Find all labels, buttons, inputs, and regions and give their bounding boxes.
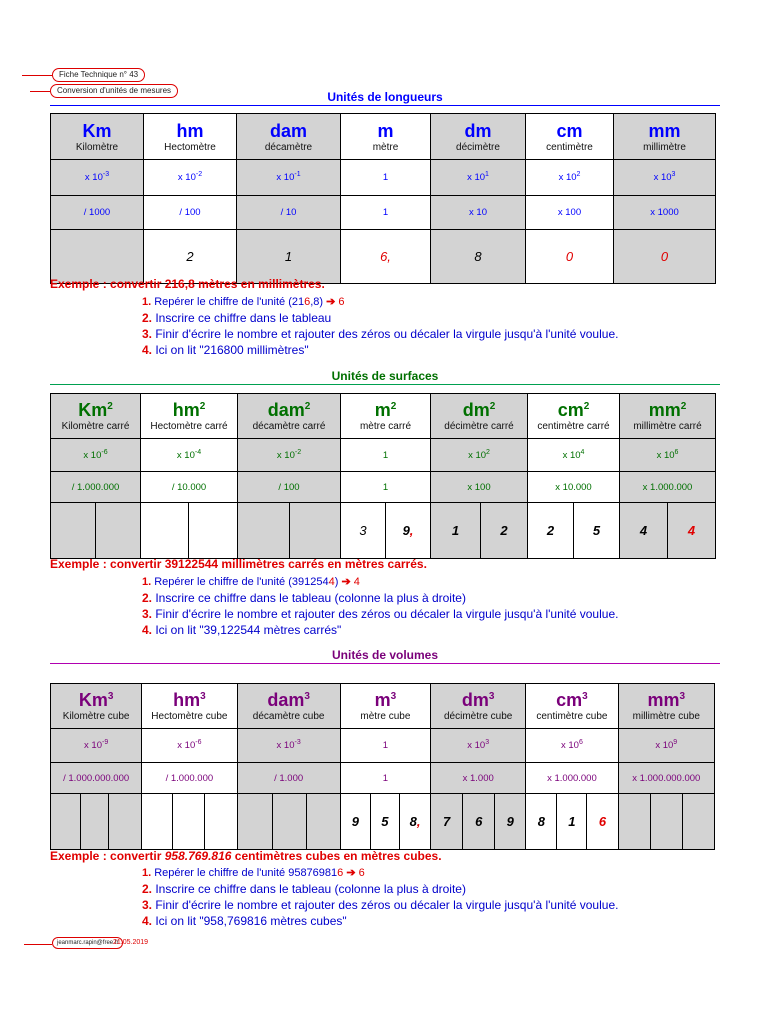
volume-digit-cell: 8 (526, 794, 557, 850)
volume-digit-cell: 8, (399, 794, 430, 850)
arrow-right-icon: ➔ (341, 576, 351, 588)
volume-ratio-cell: x 1.000.000 (526, 763, 618, 794)
length-ratio-cell: x 10 (431, 196, 526, 230)
surface-step-3: 3. Finir d'écrire le nombre et rajouter des zéros ou décaler la virgule jusqu'à l'unité voulue. (142, 607, 619, 621)
volume-digit-cell: 7 (431, 794, 463, 850)
length-digit-row (51, 230, 716, 284)
volume-digit-cell (109, 794, 142, 850)
arrow-right-icon: ➔ (346, 867, 356, 879)
volume-unit-dm3: $dm^3$ décimètre cube (431, 684, 526, 729)
length-pow-cell: x $10^2$ (526, 160, 614, 196)
volume-unit-hm3: $hm^3$ Hectomètre cube (142, 684, 237, 729)
volume-digit-cell (205, 794, 237, 850)
surface-digit-cell (238, 503, 290, 559)
volume-digit-cell (51, 794, 81, 850)
length-digit-cell: 0 (614, 230, 716, 284)
header-tag-sheet-number: Fiche Technique n° 43 (52, 68, 145, 82)
length-ratio-cell: / 100 (144, 196, 237, 230)
surface-ratio-cell: / 10.000 (141, 472, 238, 503)
length-unit-dam: dam décamètre (237, 114, 341, 160)
volume-digit-cell: 9 (495, 794, 526, 850)
length-pow-cell: x $10^{-3}$ (51, 160, 144, 196)
volume-ratio-row (51, 763, 715, 794)
volume-pow-cell: x $10^6$ (526, 729, 618, 763)
length-digit-cell: 8 (431, 230, 526, 284)
surface-unit-cm2: $cm^2$ centimètre carré (528, 394, 620, 439)
surface-pow-cell: x $10^2$ (431, 439, 528, 472)
length-step-3: 3. Finir d'écrire le nombre et rajouter des zéros ou décaler la virgule jusqu'à l'unité voulue. (142, 327, 619, 341)
volume-unit-dam3: dam$^3$ décamètre cube (237, 684, 340, 729)
arrow-right-icon: ➔ (326, 296, 336, 308)
volume-section-title: Unités de volumes (331, 648, 439, 662)
length-pow-cell: x $10^{-1}$ (237, 160, 341, 196)
surface-ratio-cell: / 1.000.000 (51, 472, 141, 503)
surface-header-row (51, 394, 716, 439)
length-unit-hm: hm Hectomètre (144, 114, 237, 160)
volume-digit-row (51, 794, 715, 850)
surface-pow-cell: x $10^{-6}$ (51, 439, 141, 472)
header-line-1 (22, 75, 52, 76)
surface-digit-cell: 4 (668, 503, 716, 559)
volume-rule (50, 663, 720, 664)
length-digit-cell: 0 (526, 230, 614, 284)
surface-digit-cell (141, 503, 189, 559)
footer-author-tag: jeanmarc.rapin@free.fr (52, 937, 123, 949)
surface-ratio-cell: / 100 (238, 472, 341, 503)
surface-unit-dm2: $dm^2$ décimètre carré (431, 394, 528, 439)
volume-example: Exemple : convertir 958.769.816 centimètres cubes en mètres cubes. (50, 849, 442, 863)
surface-digit-cell (290, 503, 341, 559)
length-table (50, 113, 716, 284)
length-section-title: Unités de longueurs (327, 90, 443, 104)
header-tag-subject: Conversion d'unités de mesures (50, 84, 178, 98)
volume-digit-cell (272, 794, 306, 850)
volume-unit-km3: Km$^3$ Kilomètre cube (51, 684, 142, 729)
volume-table (50, 683, 715, 850)
volume-ratio-cell: / 1.000.000 (142, 763, 237, 794)
volume-digit-cell: 1 (557, 794, 587, 850)
surface-pow-cell: 1 (341, 439, 431, 472)
footer-date: 21.05.2019 (113, 939, 149, 946)
surface-digit-cell: 3 (341, 503, 386, 559)
length-steps (142, 294, 618, 358)
surface-digit-cell: 1 (431, 503, 481, 559)
surface-table (50, 393, 716, 559)
surface-ratio-cell: x 1.000.000 (620, 472, 716, 503)
volume-steps (142, 865, 618, 929)
surface-digit-cell: 2 (528, 503, 574, 559)
length-example: Exemple : convertir 216,8 mètres en millimètres. (50, 277, 325, 291)
volume-digit-cell: 6 (587, 794, 618, 850)
length-ratio-cell: / 1000 (51, 196, 144, 230)
surface-pow-cell: x $10^{-2}$ (238, 439, 341, 472)
length-header-row (51, 114, 716, 160)
surface-unit-mm2: $mm^2$ millimètre carré (620, 394, 716, 439)
surface-power-row (51, 439, 716, 472)
volume-unit-cm3: $cm^3$ centimètre cube (526, 684, 618, 729)
volume-pow-cell: x $10^{-9}$ (51, 729, 142, 763)
volume-step-3: 3. Finir d'écrire le nombre et rajouter des zéros ou décaler la virgule jusqu'à l'unité voulue. (142, 898, 619, 912)
surface-ratio-row (51, 472, 716, 503)
volume-digit-cell: 9 (340, 794, 370, 850)
volume-digit-cell: 5 (370, 794, 399, 850)
decimal-comma: , (409, 523, 414, 538)
surface-pow-cell: x $10^{-4}$ (141, 439, 238, 472)
length-ratio-cell: x 1000 (614, 196, 716, 230)
header-line-2 (30, 91, 50, 92)
length-unit-dm: dm décimètre (431, 114, 526, 160)
length-unit-km: Km Kilomètre (51, 114, 144, 160)
volume-pow-cell: x $10^3$ (431, 729, 526, 763)
surface-section-title: Unités de surfaces (331, 369, 439, 383)
volume-ratio-cell: / 1.000 (237, 763, 340, 794)
volume-digit-cell (618, 794, 650, 850)
volume-digit-cell (142, 794, 173, 850)
volume-ratio-cell: x 1.000 (431, 763, 526, 794)
surface-digit-cell: 5 (574, 503, 620, 559)
volume-pow-cell: x $10^{-6}$ (142, 729, 237, 763)
surface-unit-km2: Km$^2$ Kilomètre carré (51, 394, 141, 439)
surface-rule (50, 384, 720, 385)
surface-digit-cell (96, 503, 141, 559)
surface-steps (142, 574, 618, 638)
length-pow-cell: x $10^3$ (614, 160, 716, 196)
length-step-2: 2. Inscrire ce chiffre dans le tableau (142, 311, 332, 325)
length-digit-cell: 1 (237, 230, 341, 284)
surface-step-4: 4. Ici on lit "39,122544 mètres carrés" (142, 623, 342, 637)
length-unit-cm: cm centimètre (526, 114, 614, 160)
surface-ratio-cell: x 100 (431, 472, 528, 503)
volume-pow-cell: x $10^9$ (618, 729, 714, 763)
length-step-1: 1. Repérer le chiffre de l'unité (216,8) ➔ 6 (142, 296, 345, 308)
volume-digit-cell (650, 794, 682, 850)
surface-step-2: 2. Inscrire ce chiffre dans le tableau (colonne la plus à droite) (142, 591, 466, 605)
volume-power-row (51, 729, 715, 763)
surface-unit-dam2: dam$^2$ décamètre carré (238, 394, 341, 439)
volume-pow-cell: 1 (340, 729, 430, 763)
surface-unit-hm2: $hm^2$ Hectomètre carré (141, 394, 238, 439)
volume-step-1: 1. Repérer le chiffre de l'unité 958769816 ➔ 6 (142, 867, 365, 879)
surface-step-1: 1. Repérer le chiffre de l'unité (3912544) ➔ 4 (142, 576, 360, 588)
surface-ratio-cell: 1 (341, 472, 431, 503)
surface-ratio-cell: x 10.000 (528, 472, 620, 503)
volume-digit-cell: 6 (463, 794, 495, 850)
volume-header-row (51, 684, 715, 729)
surface-pow-cell: x $10^6$ (620, 439, 716, 472)
surface-digit-cell: 9, (386, 503, 431, 559)
length-unit-mm: mm millimètre (614, 114, 716, 160)
surface-digit-row (51, 503, 716, 559)
length-digit-cell: 2 (144, 230, 237, 284)
volume-digit-cell (306, 794, 340, 850)
surface-digit-cell (189, 503, 238, 559)
length-digit-cell: 6, (341, 230, 431, 284)
length-rule (50, 105, 720, 106)
surface-digit-cell: 2 (481, 503, 528, 559)
volume-pow-cell: x $10^{-3}$ (237, 729, 340, 763)
volume-digit-cell (237, 794, 272, 850)
volume-step-2: 2. Inscrire ce chiffre dans le tableau (colonne la plus à droite) (142, 882, 466, 896)
length-ratio-cell: x 100 (526, 196, 614, 230)
volume-ratio-cell: x 1.000.000.000 (618, 763, 714, 794)
decimal-comma: , (416, 814, 421, 829)
length-power-row (51, 160, 716, 196)
volume-step-4: 4. Ici on lit "958,769816 mètres cubes" (142, 914, 347, 928)
volume-unit-m3: $m^3$ mètre cube (340, 684, 430, 729)
length-ratio-cell: / 10 (237, 196, 341, 230)
length-pow-cell: x $10^{-2}$ (144, 160, 237, 196)
surface-example: Exemple : convertir 39122544 millimètres carrés en mètres carrés. (50, 557, 427, 571)
surface-digit-cell (51, 503, 96, 559)
volume-unit-mm3: $mm^3$ millimètre cube (618, 684, 714, 729)
surface-unit-m2: $m^2$ mètre carré (341, 394, 431, 439)
volume-ratio-cell: 1 (340, 763, 430, 794)
length-ratio-row (51, 196, 716, 230)
volume-digit-cell (682, 794, 714, 850)
volume-digit-cell (173, 794, 205, 850)
volume-ratio-cell: / 1.000.000.000 (51, 763, 142, 794)
volume-digit-cell (81, 794, 109, 850)
surface-digit-cell: 4 (620, 503, 668, 559)
length-pow-cell: 1 (341, 160, 431, 196)
surface-pow-cell: x $10^4$ (528, 439, 620, 472)
length-ratio-cell: 1 (341, 196, 431, 230)
length-digit-cell (51, 230, 144, 284)
length-pow-cell: x $10^1$ (431, 160, 526, 196)
length-unit-m: m mètre (341, 114, 431, 160)
footer-line (24, 944, 52, 945)
length-step-4: 4. Ici on lit "216800 millimètres" (142, 343, 309, 357)
